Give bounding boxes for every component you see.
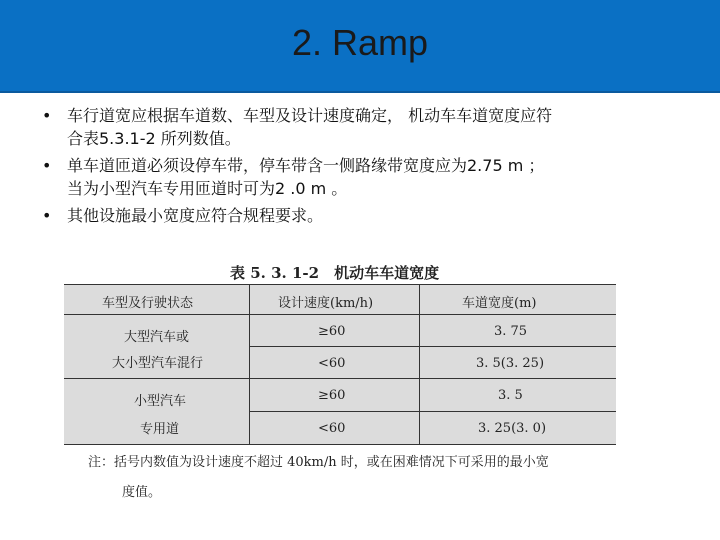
bullet-line: 其他设施最小宽度应符合规程要求。 bbox=[67, 206, 324, 225]
table-header-cell: 设计速度(km/h) bbox=[278, 296, 374, 311]
table-footnote bbox=[88, 448, 608, 508]
table-group-divider bbox=[64, 378, 616, 379]
table-group-label: 专用道 bbox=[140, 422, 180, 437]
table-cell-speed: ≥60 bbox=[318, 388, 346, 403]
bullet-line: 合表5.3.1-2 所列数值。 bbox=[67, 129, 241, 148]
table-group-label: 大小型汽车混行 bbox=[112, 356, 204, 371]
table-cell-speed: ≥60 bbox=[318, 324, 346, 339]
table-border-top bbox=[64, 284, 616, 285]
table-cell-speed: <60 bbox=[318, 356, 346, 371]
table-col-divider bbox=[249, 284, 250, 444]
table-row-divider bbox=[249, 346, 616, 347]
table-group-label: 大型汽车或 bbox=[124, 330, 190, 345]
table-cell-width: 3. 25(3. 0) bbox=[478, 421, 547, 436]
bullet-dot-icon: • bbox=[42, 206, 52, 225]
table-caption: 表 5. 3. 1-2 机动车车道宽度 bbox=[230, 264, 440, 282]
bullet-dot-icon: • bbox=[42, 106, 52, 125]
table-header-cell: 车型及行驶状态 bbox=[102, 296, 194, 311]
bullet-line: 当为小型汽车专用匝道时可为2 .0 m 。 bbox=[67, 179, 348, 198]
table-row-divider bbox=[249, 411, 616, 412]
table-cell-width: 3. 5 bbox=[498, 388, 523, 403]
bullet-item bbox=[40, 104, 690, 150]
bullet-line: 单车道匝道必须设停车带，停车带含一侧路缘带宽度应为2.75 m ； bbox=[67, 156, 545, 175]
bullet-list bbox=[40, 104, 690, 231]
table-header-cell: 车道宽度(m) bbox=[462, 296, 537, 311]
table-border-bottom bbox=[64, 444, 616, 445]
table-footnote-line: 度值。 bbox=[122, 485, 162, 500]
lane-width-table-figure bbox=[64, 262, 616, 500]
slide-title: 2. Ramp bbox=[291, 22, 429, 63]
table-col-divider bbox=[419, 284, 420, 444]
bullet-dot-icon: • bbox=[42, 156, 52, 175]
bullet-item bbox=[40, 204, 690, 227]
table-cell-width: 3. 75 bbox=[494, 324, 528, 339]
bullet-line: 车行道宽应根据车道数、车型及设计速度确定， 机动车车道宽度应符 bbox=[67, 106, 553, 125]
lane-width-table bbox=[64, 284, 616, 444]
table-footnote-line: 注：括号内数值为设计速度不超过 40km/h 时，或在困难情况下可采用的最小宽 bbox=[88, 455, 549, 470]
table-group-label: 小型汽车 bbox=[134, 394, 187, 409]
table-cell-speed: <60 bbox=[318, 421, 346, 436]
table-cell-width: 3. 5(3. 25) bbox=[476, 356, 545, 371]
title-bar bbox=[0, 0, 720, 93]
bullet-item bbox=[40, 154, 690, 200]
table-header-divider bbox=[64, 314, 616, 315]
